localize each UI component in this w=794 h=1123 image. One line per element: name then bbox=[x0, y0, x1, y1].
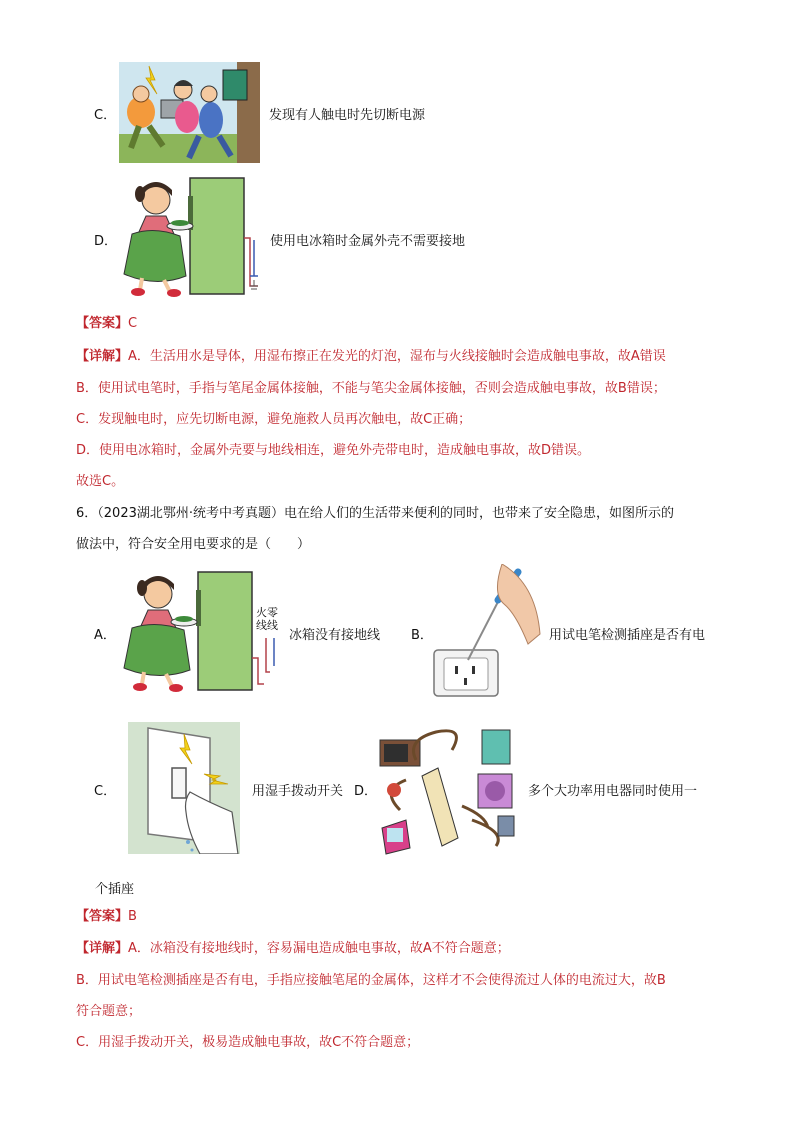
q5-detail-line-2: B．使用试电笔时，手指与笔尾金属体接触，不能与笔尖金属体接触，否则会造成触电事故，故B错误； bbox=[76, 381, 666, 396]
q6-option-d-letter: D． bbox=[354, 784, 378, 799]
q5-option-c-text: 发现有人触电时先切断电源 bbox=[269, 108, 426, 123]
q6-option-b-letter: B． bbox=[411, 628, 433, 643]
q5-option-d-letter: D． bbox=[94, 234, 118, 249]
q6-stem-line-2: 做法中，符合安全用电要求的是（ ） bbox=[76, 537, 311, 552]
q6-detail-line-3: 符合题意； bbox=[76, 1004, 142, 1019]
q6-option-c-text: 用湿手拨动开关 bbox=[252, 784, 344, 799]
q5-detail-line-4: D．使用电冰箱时，金属外壳要与地线相连，避免外壳带电时，造成触电事故，故D错误。 bbox=[76, 443, 591, 458]
q5-option-d-figure bbox=[118, 176, 266, 298]
q6-answer bbox=[76, 907, 137, 927]
q6-option-a-text: 冰箱没有接地线 bbox=[289, 628, 381, 643]
q6-option-b-figure bbox=[432, 564, 544, 698]
q6-option-c-figure bbox=[128, 722, 240, 854]
q6-option-b-text: 用试电笔检测插座是否有电 bbox=[549, 628, 706, 643]
q6-option-a-fig-label-1: 火零 bbox=[256, 606, 278, 619]
q6-answer-value: B bbox=[128, 909, 137, 924]
q5-detail-text-1: A．生活用水是导体，用湿布擦正在发光的灯泡，湿布与火线接触时会造成触电事故，故A错误 bbox=[128, 349, 666, 364]
q6-answer-label: 【答案】 bbox=[76, 909, 129, 924]
q6-option-d-figure bbox=[376, 720, 522, 856]
q6-detail-line-4: C．用湿手拨动开关，极易造成触电事故，故C不符合题意； bbox=[76, 1035, 420, 1050]
q5-detail-line-5: 故选C。 bbox=[76, 474, 125, 489]
q6-detail-line-1 bbox=[76, 939, 510, 959]
q5-detail-label: 【详解】 bbox=[76, 349, 129, 364]
q6-option-a-letter: A． bbox=[94, 628, 116, 643]
q5-answer-label: 【答案】 bbox=[76, 316, 129, 331]
q6-stem-line-1: 6．（2023湖北鄂州·统考中考真题）电在给人们的生活带来便利的同时，也带来了安全隐患，如图所示的 bbox=[76, 506, 674, 521]
q6-option-d-text-cont: 个插座 bbox=[95, 882, 135, 897]
q6-detail-text-1: A．冰箱没有接地线时，容易漏电造成触电事故，故A不符合题意； bbox=[128, 941, 510, 956]
q6-detail-label: 【详解】 bbox=[76, 941, 129, 956]
q5-detail-line-3: C．发现触电时，应先切断电源，避免施救人员再次触电，故C正确； bbox=[76, 412, 472, 427]
q5-option-c-letter: C． bbox=[94, 108, 117, 123]
q5-answer bbox=[76, 314, 137, 334]
q6-option-c-letter: C． bbox=[94, 784, 117, 799]
q5-answer-value: C bbox=[128, 316, 138, 331]
q6-detail-line-2: B．用试电笔检测插座是否有电，手指应接触笔尾的金属体，这样才不会使得流过人体的电流过大，故B bbox=[76, 973, 666, 988]
q5-option-c-figure bbox=[119, 62, 260, 163]
q6-option-d-text: 多个大功率用电器同时使用一 bbox=[528, 784, 698, 799]
q5-option-d-text: 使用电冰箱时金属外壳不需要接地 bbox=[270, 234, 466, 249]
q5-detail-line-1 bbox=[76, 347, 666, 367]
q6-option-a-fig-label-2: 线线 bbox=[256, 619, 278, 632]
